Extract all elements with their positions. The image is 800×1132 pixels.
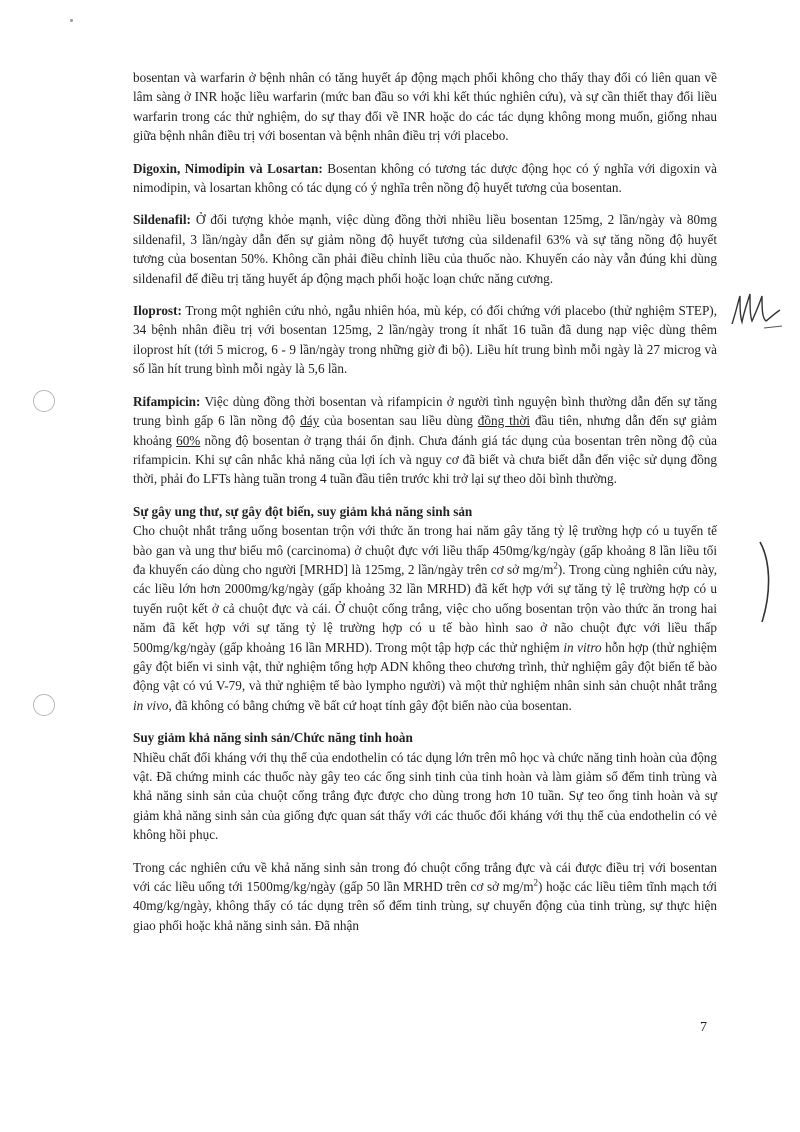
section-heading-fertility: Suy giảm khả năng sinh sản/Chức năng tinh hoàn [133, 730, 413, 746]
paragraph-carcinogenesis: Cho chuột nhắt trắng uống bosentan trộn với thức ăn trong hai năm gây tăng tỷ lệ trường hợp có u tuyến tế bào gan và ung thư biểu mô (carcinoma) ở chuột đực với liều thấp 450mg/kg/ngày (gấp khoảng 8 lần liều tối đa khuyến cáo dùng cho người [MRHD] là 125mg, 2 lần/ngày trên cơ sở $mg/m^2$). Trong cùng nghiên cứu này, các liều lớn hơn 2000mg/kg/ngày (gấp khoảng 32 lần MRHD) đã kết hợp với sự tăng tỷ lệ trường hợp có u tuyến ruột kết ở cả chuột đực và cái. Ở chuột cống trắng, việc cho uống bosentan trộn vào thức ăn trong hai năm đã kết hợp với sự tăng tỷ lệ trường hợp có u tế bào hình sao ở não chuột đực với liều thấp 500mg/kg/ngày (gấp khoảng 16 lần MRHD). Trong một tập hợp các thử nghiệm in vitro hỗn hợp (thử nghiệm gây đột biến vi sinh vật, thử nghiệm tổng hợp ADN không theo chương trình, thử nghiệm gây đột biến tế bào động vật có vú V-79, và thử nghiệm tế bào lympho người) và một thử nghiệm nhân sinh sản chuột nhắt trắng in vivo, đã không có bằng chứng về bất cứ hoạt tính gây đột biến nào của bosentan. [133, 523, 718, 713]
page-number: 7 [700, 1020, 707, 1035]
paragraph-iloprost: Iloprost: Trong một nghiên cứu nhỏ, ngẫu nhiên hóa, mù kép, có đối chứng với placebo (thử nghiệm STEP), 34 bệnh nhân điều trị với bosentan 125mg, 2 lần/ngày trong ít nhất 16 tuần đã dung nạp việc dùng thêm iloprost hít (tới 5 microg, 6 - 9 lần/ngày trong những giờ đi bộ). Liều hít trung bình mỗi ngày là 27 microg và số lần hít trung bình mỗi ngày là 5,6 lần. [133, 303, 717, 377]
paragraph-sildenafil: Sildenafil: Ở đối tượng khỏe mạnh, việc dùng đồng thời nhiều liều bosentan 125mg, 2 lần/ngày và 80mg sildenafil, 3 lần/ngày dẫn đến sự giảm nồng độ huyết tương của sildenafil 63% và sự tăng nồng độ huyết tương của bosentan 50%. Không cần phải điều chỉnh liều của thuốc nào. Khuyến cáo này vẫn đúng khi dùng sildenafil để điều trị tăng huyết áp động mạch phổi hoặc loạn chức năng cương. [133, 212, 717, 286]
paragraph-rifampicin: Rifampicin: Việc dùng đồng thời bosentan và rifampicin ở người tình nguyện bình thường dẫn đến sự tăng trung bình gấp 6 lần nồng độ đáy của bosentan sau liều dùng đồng thời đầu tiên, nhưng dẫn đến sự giảm khoảng 60% nồng độ bosentan ở trạng thái ổn định. Chưa đánh giá tác dụng của bosentan trên nồng độ của rifampicin. Khi sự cân nhắc khả năng của lợi ích và nguy cơ đã biết và chưa biết dẫn đến việc sử dụng đồng thời, phải đo LFTs hàng tuần trong 4 tuần đầu tiên trước khi trở lại sự theo dõi bình thường. [133, 393, 717, 487]
scan-dot [70, 19, 73, 22]
paragraph-fertility-studies: Trong các nghiên cứu về khả năng sinh sản trong đó chuột cống trắng đực và cái được điều trị với bosentan với các liều uống tới 1500mg/kg/ngày (gấp 50 lần MRHD trên cơ sở $mg/m^2$) hoặc các liều tiêm tĩnh mạch tới 40mg/kg/ngày, không thấy có tác dụng trên số đếm tinh trùng, sự chuyển động của tinh trùng, sự thực hiện giao phối hoặc khả năng sinh sản. Đã nhận [133, 859, 717, 933]
heading-digoxin: Digoxin, Nimodipin và Losartan: [133, 160, 323, 176]
handwritten-initials [728, 288, 784, 332]
margin-bracket-mark [756, 540, 776, 624]
heading-sildenafil: Sildenafil: [133, 212, 191, 228]
heading-rifampicin: Rifampicin: [133, 393, 201, 409]
punch-hole-top [33, 390, 55, 412]
paragraph-warfarin: bosentan và warfarin ở bệnh nhân có tăng huyết áp động mạch phổi không cho thấy thay đổi có liên quan về lâm sàng ở INR hoặc liều warfarin (mức ban đầu so với khi kết thúc nghiên cứu), và sự cần thiết thay đổi liều warfarin trong các thử nghiệm, do sự thay đổi về INR hoặc do các tác dụng không mong muốn, giống nhau giữa bệnh nhân điều trị với bosentan và bệnh nhân điều trị với placebo. [133, 70, 717, 144]
heading-iloprost: Iloprost: [133, 303, 182, 319]
punch-hole-bottom [33, 694, 55, 716]
paragraph-digoxin: Digoxin, Nimodipin và Losartan: Bosentan không có tương tác dược động học có ý nghĩa với digoxin và nimodipin, và losartan không có tác dụng có ý nghĩa trên nồng độ huyết tương của bosentan. [133, 160, 718, 196]
paragraph-testicular: Nhiều chất đối kháng với thụ thể của endothelin có tác dụng lớn trên mô học và chức năng tinh hoàn của động vật. Đã chứng minh các thuốc này gây teo các ống sinh tinh của tinh hoàn và làm giảm số đếm tinh trùng và khả năng sinh sản của chuột cống trắng đực được cho dùng trong hơn 10 tuần. Sự teo ống tinh hoàn và sự giảm khả năng sinh sản của giống đực quan sát thấy với các thuốc đối kháng với thụ thể của endothelin có vẻ không hồi phục. [133, 749, 717, 843]
document-body [133, 68, 717, 935]
section-heading-carcinogenesis: Sự gây ung thư, sự gây đột biến, suy giảm khả năng sinh sản [133, 503, 473, 519]
